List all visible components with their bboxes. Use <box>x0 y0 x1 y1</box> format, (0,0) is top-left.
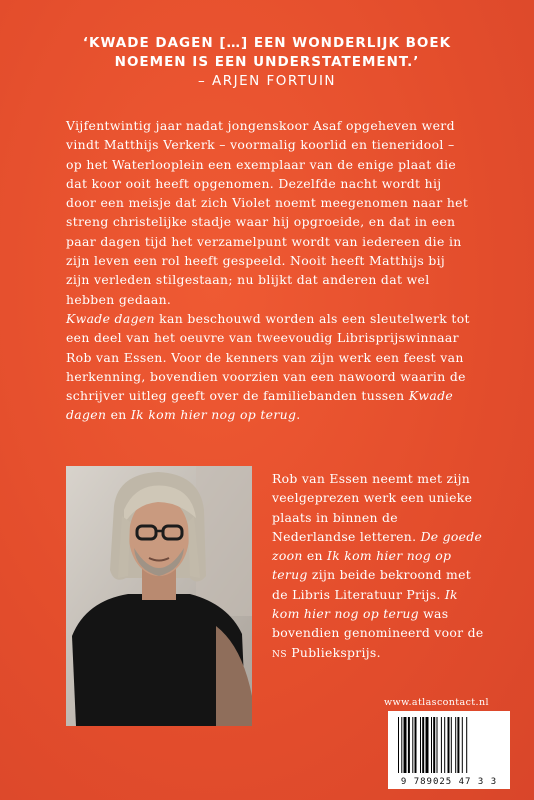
press-quote <box>0 34 534 91</box>
blurb-paragraph-1: Vijfentwintig jaar nadat jongenskoor Asaf opgeheven werd vindt Matthijs Verkerk – voormalig koorlid en tieneridool – op het Waterlooplein een exemplaar van de enige plaat die dat koor ooit heeft opgenomen. Dezelfde nacht wordt hij door een meisje dat zich Violet noemt meegenomen naar het streng christelijke stadje waar hij opgroeide, en dat in een paar dagen tijd het verzamelpunt wordt van iedereen die in zijn leven een rol heeft gespeeld. Nooit heeft Matthijs bij zijn verleden stilgestaan; nu blijkt dat anderen dat wel hebben gedaan. <box>66 118 469 307</box>
isbn-barcode <box>388 711 510 789</box>
bio-title-3: Ik kom hier nog op terug <box>272 586 458 622</box>
quote-line-1: ‘KWADE DAGEN […] EEN WONDERLIJK BOEK <box>82 35 452 51</box>
author-photo <box>66 466 252 726</box>
quote-author: – ARJEN FORTUIN <box>197 73 337 89</box>
blurb-paragraph-2: Kwade dagen kan beschouwd worden als een sleutelwerk tot een deel van het oeuvre van tweevoudig Librisprijswinnaar Rob van Essen. Voor de kenners van zijn werk een feest van herkenning, bovendien voorzien van een nawoord waarin de schrijver uitleg geeft over de familiebanden tussen Kwade dagen en Ik kom hier nog op terug. <box>66 310 470 423</box>
quote-line-2: NOEMEN IS EEN UNDERSTATEMENT.’ <box>114 54 420 70</box>
barcode-bars <box>388 711 510 775</box>
author-bio: Rob van Essen neemt met zijn veelgeprezen werk een unieke plaats in binnen de Nederlandse letteren. De goede zoon en Ik kom hier nog op terug zijn beide bekroond met de Libris Literatuur Prijs. Ik kom hier nog op terug was bovendien genomineerd voor de NS Publieksprijs. <box>272 471 484 660</box>
bio-title-1: De goede zoon <box>272 528 483 564</box>
publisher-url: www.atlascontact.nl <box>384 697 489 708</box>
bio-title-2: Ik kom hier nog op terug <box>272 548 452 583</box>
blurb-title: Kwade dagen <box>66 310 155 326</box>
book-blurb <box>66 116 470 425</box>
isbn-number: 9 789025 47 3 3 <box>400 777 498 787</box>
